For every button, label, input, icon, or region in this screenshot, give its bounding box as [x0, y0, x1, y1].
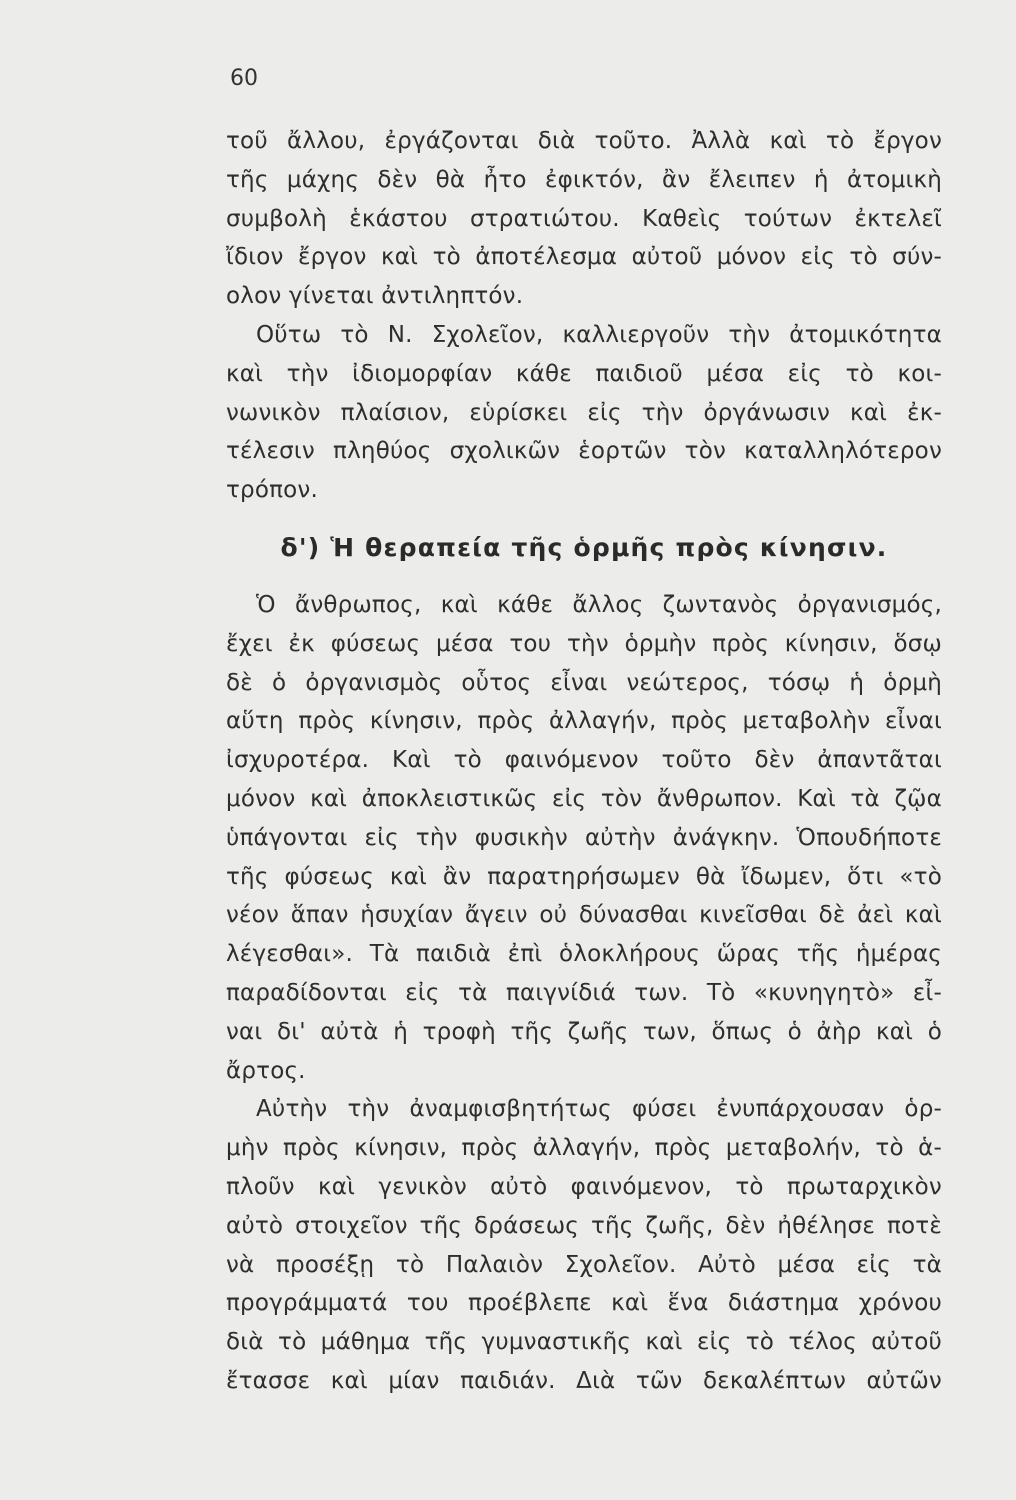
text-line: ἔτασσε καὶ μίαν παιδιάν. Διὰ τῶν δεκαλέπτων αὐτῶν	[226, 1367, 942, 1394]
text-line: καὶ τὴν ἰδιομορφίαν κάθε παιδιοῦ μέσα εἰς τὸ κοι-	[226, 360, 942, 387]
text-line: λέγεσθαι». Τὰ παιδιὰ ἐπὶ ὁλοκλήρους ὥρας τῆς ἡμέρας	[226, 941, 942, 968]
text-line: μὴν πρὸς κίνησιν, πρὸς ἀλλαγήν, πρὸς μεταβολήν, τὸ ἁ-	[226, 1135, 942, 1162]
text-line: τῆς μάχης δὲν θὰ ἦτο ἐφικτόν, ἂν ἔλειπεν ἡ ἀτομικὴ	[226, 166, 942, 193]
body-text	[226, 122, 942, 1401]
text-line: ἄρτος.	[226, 1057, 306, 1084]
text-line: ἰσχυροτέρα. Καὶ τὸ φαινόμενον τοῦτο δὲν ἀπαντᾶται	[226, 747, 942, 774]
text-line: δὲ ὁ ὀργανισμὸς οὗτος εἶναι νεώτερος, τόσῳ ἡ ὁρμὴ	[226, 669, 942, 696]
text-line: προγράμματά του προέβλεπε καὶ ἕνα διάστημα χρόνου	[226, 1290, 942, 1317]
text-line: ναι δι' αὐτὰ ἡ τροφὴ τῆς ζωῆς των, ὅπως ὁ ἀὴρ καὶ ὁ	[226, 1018, 942, 1045]
text-line: τρόπον.	[226, 477, 318, 504]
text-line: διὰ τὸ μάθημα τῆς γυμναστικῆς καὶ εἰς τὸ τέλος αὐτοῦ	[226, 1329, 942, 1356]
text-line: νὰ προσέξῃ τὸ Παλαιὸν Σχολεῖον. Αὐτὸ μέσα εἰς τὰ	[226, 1251, 942, 1278]
text-line: τῆς φύσεως καὶ ἂν παρατηρήσωμεν θὰ ἴδωμεν, ὅτι «τὸ	[226, 863, 942, 890]
text-line: αὕτη πρὸς κίνησιν, πρὸς ἀλλαγήν, πρὸς μεταβολὴν εἶναι	[226, 708, 942, 735]
text-line: Ὁ ἄνθρωπος, καὶ κάθε ἄλλος ζωντανὸς ὀργανισμός,	[256, 591, 942, 618]
page-number: 60	[230, 66, 258, 91]
text-line: τέλεσιν πληθύος σχολικῶν ἑορτῶν τὸν καταλληλότερον	[226, 438, 942, 465]
text-line: ολον γίνεται ἀντιληπτόν.	[226, 283, 524, 310]
text-line: Οὕτω τὸ Ν. Σχολεῖον, καλλιεργοῦν τὴν ἀτομικότητα	[256, 321, 942, 348]
text-line: αὐτὸ στοιχεῖον τῆς δράσεως τῆς ζωῆς, δὲν ἠθέλησε ποτὲ	[226, 1212, 942, 1239]
text-line: μόνον καὶ ἀποκλειστικῶς εἰς τὸν ἄνθρωπον. Καὶ τὰ ζῷα	[226, 785, 942, 812]
text-line: Αὐτὴν τὴν ἀναμφισβητήτως φύσει ἐνυπάρχουσαν ὁρ-	[256, 1096, 942, 1123]
text-line: νέον ἅπαν ἡσυχίαν ἄγειν οὐ δύνασθαι κινεῖσθαι δὲ ἀεὶ καὶ	[226, 902, 942, 929]
text-line: συμβολὴ ἑκάστου στρατιώτου. Καθεὶς τούτων ἐκτελεῖ	[226, 205, 942, 232]
text-line: τοῦ ἄλλου, ἐργάζονται διὰ τοῦτο. Ἀλλὰ καὶ τὸ ἔργον	[226, 128, 942, 154]
text-line: ἔχει ἐκ φύσεως μέσα του τὴν ὁρμὴν πρὸς κίνησιν, ὅσῳ	[226, 630, 942, 657]
text-line: ὑπάγονται εἰς τὴν φυσικὴν αὐτὴν ἀνάγκην. Ὁπουδήποτε	[226, 824, 942, 851]
text-line: πλοῦν καὶ γενικὸν αὐτὸ φαινόμενον, τὸ πρωταρχικὸν	[226, 1173, 942, 1200]
text-line: ἴδιον ἔργον καὶ τὸ ἀποτέλεσμα αὐτοῦ μόνον εἰς τὸ σύν-	[226, 244, 942, 271]
section-heading: δ') Ἡ θεραπεία τῆς ὁρμῆς πρὸς κίνησιν.	[280, 532, 888, 562]
text-line: νωνικὸν πλαίσιον, εὑρίσκει εἰς τὴν ὀργάνωσιν καὶ ἐκ-	[226, 399, 942, 426]
text-line: παραδίδονται εἰς τὰ παιγνίδιά των. Τὸ «κυνηγητὸ» εἶ-	[226, 979, 942, 1006]
